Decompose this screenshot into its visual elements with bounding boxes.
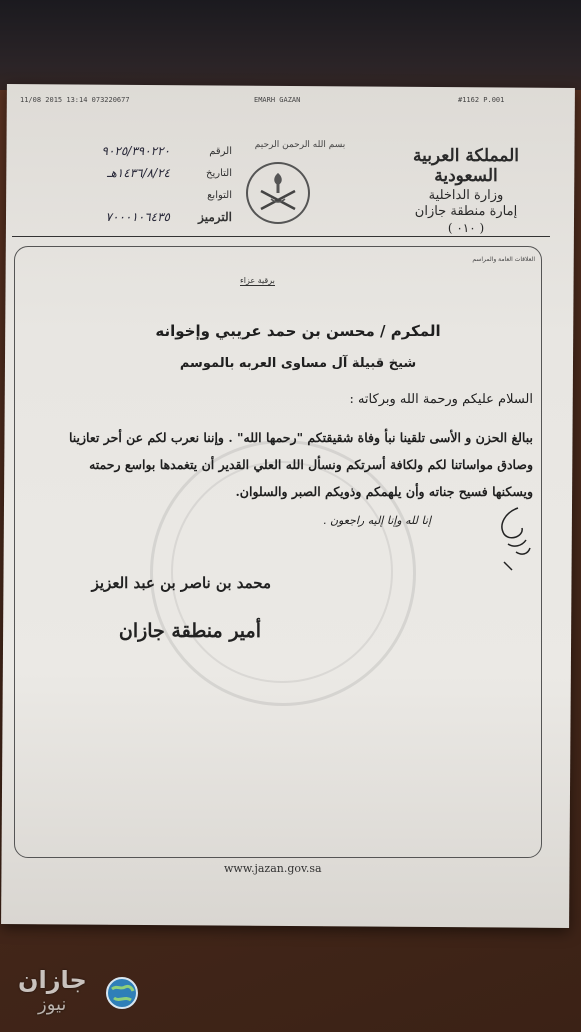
reference-block bbox=[22, 140, 232, 228]
department-label: العلاقات العامة والمراسم bbox=[472, 256, 535, 263]
footer-website: www.jazan.gov.sa bbox=[224, 862, 322, 875]
emirate-code: ( ٠١٠ ) bbox=[447, 221, 485, 235]
signatory-name: محمد بن ناصر بن عبد العزيز bbox=[91, 574, 271, 592]
handwritten-annotation-icon bbox=[478, 500, 538, 580]
postal-code-value: ٧٠٠٠١٠٦٤٣٥ bbox=[105, 210, 170, 224]
brand-line2: نيوز bbox=[38, 994, 67, 1015]
news-watermark bbox=[10, 966, 140, 1026]
document-type: برقية عزاء bbox=[240, 276, 275, 285]
letter-body: ببالغ الحزن و الأسى تلقينا نبأ وفاة شقيقتكم "رحمها الله" . وإننا نعرب لكم عن أحر تعازينا وصادق مواساتنا لكم ولكافة أسرتكم ونسأل الله العلي القدير أن يتغمدها بواسع رحمته ويسكنها فسيح جناته وأن يلهمكم وذويكم الصبر والسلوان. bbox=[68, 430, 533, 499]
letterhead-authority bbox=[381, 146, 551, 235]
number-label: الرقم bbox=[209, 145, 232, 157]
brand-line1: جازان bbox=[18, 966, 87, 994]
saudi-emblem-icon bbox=[246, 162, 310, 224]
kingdom-name: المملكة العربية السعودية bbox=[412, 146, 520, 186]
emirate-name: إمارة منطقة جازان bbox=[414, 204, 518, 219]
date-label: التاريخ bbox=[206, 167, 232, 179]
date-row bbox=[22, 162, 232, 184]
header-divider bbox=[12, 236, 550, 237]
fax-header-left: 11/08 2015 13:14 073220677 bbox=[20, 96, 130, 104]
globe-icon bbox=[105, 976, 139, 1010]
recipient-line: المكرم / محسن بن حمد عريبي وإخوانه bbox=[155, 322, 441, 340]
greeting: السلام عليكم ورحمة الله وبركاته : bbox=[349, 392, 533, 407]
date-value: ١٤٣٦/٨/٢٤هـ bbox=[106, 166, 170, 180]
ministry-name: وزارة الداخلية bbox=[428, 188, 504, 203]
basmala: بسم الله الرحمن الرحيم bbox=[254, 140, 346, 150]
attachments-label: التوابع bbox=[207, 189, 232, 201]
quran-verse: إنا لله وإنا إليه راجعون . bbox=[323, 514, 431, 527]
number-value: ٩٠٢٥/٣٩٠٢٢٠ bbox=[101, 144, 170, 158]
postal-code-label: الترميز bbox=[198, 210, 232, 224]
recipient-title: شيخ قبيلة آل مساوى العربه بالموسم bbox=[179, 356, 417, 371]
fax-header-center: EMARH GAZAN bbox=[254, 96, 301, 104]
fax-header-right: #1162 P.001 bbox=[458, 96, 505, 104]
attachments-row bbox=[22, 184, 232, 206]
signatory-title: أمير منطقة جازان bbox=[118, 620, 261, 642]
postal-code-row bbox=[22, 206, 232, 228]
